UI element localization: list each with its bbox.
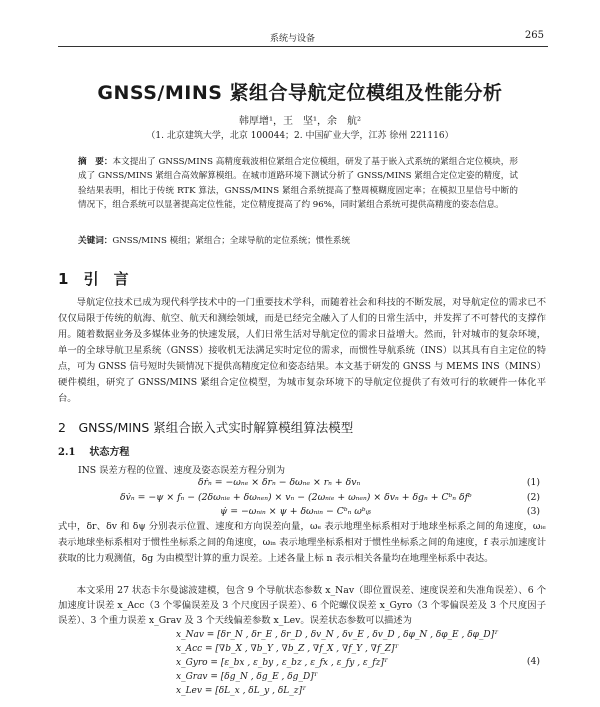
equation-1-number: (1) bbox=[526, 477, 540, 488]
running-header bbox=[58, 30, 548, 47]
abstract-text: 本文提出了 GNSS/MINS 高精度载波相位紧组合定位模组，研发了基于嵌入式系统的紧组合定位模块，形成了 GNSS/MINS 紧组合高效解算模组。在城市道路环境下测试分析了 GNSS/MINS 紧组合定位定姿的精度，试验结果表明，相比于传统 RTK 算法，GNSS/MINS 紧组合系统提高了整周模糊度固定率；在模拟卫星信号中断的情况下，组合系统可以显著提高定位性能，定位精度提高了约 96%，同时紧组合系统可提供高精度的姿态信息。 bbox=[78, 157, 518, 211]
state-vector-acc: x_Acc = [∇b_X , ∇b_Y , ∇b_Z , ∇f_X , ∇f_Y , ∇f_Z]ᵀ bbox=[176, 644, 399, 654]
affiliation: （1. 北京建筑大学，北京 100044；2. 中国矿业大学，江苏 徐州 221116） bbox=[146, 131, 454, 141]
author-list: 韩厚增¹，王 坚¹，余 航² bbox=[238, 116, 362, 127]
keywords bbox=[78, 234, 518, 246]
subsection-number: 2.1 bbox=[58, 447, 76, 458]
subsection-2-1-heading bbox=[58, 443, 129, 458]
abstract-label: 摘 要： bbox=[78, 157, 113, 167]
equation-3-expr: ψ̇ = −ωₙᵢₙ × ψ + δωₙᵢₙ − Cᵇₙ ωᵇᵢᵦ bbox=[220, 506, 371, 517]
section-2-heading: 2 GNSS/MINS 紧组合嵌入式实时解算模组算法模型 bbox=[58, 420, 354, 435]
subsection-title: 状态方程 bbox=[89, 447, 130, 458]
equation-2 bbox=[58, 492, 546, 506]
equation-explanation: 式中，δr、δv 和 δψ 分别表示位置、速度和方向误差向量，ωₑ 表示地理坐标系相对于地球坐标系之间的角速度，ωᵢₑ 表示地球坐标系相对于惯性坐标系之间的角速度，ωᵢₙ 表示地理坐标系相对于惯性坐标系之间的角速度，f 表示加速度计获取的比力观测值，δg 为由模型计算的重力误差。上述各量上标 n 表示相关各量均在地理坐标系中表达。 bbox=[58, 521, 546, 564]
state-vector-gyro: x_Gyro = [ε_bx , ε_by , ε_bz , ε_fx , ε_fy , ε_fz]ᵀ bbox=[176, 658, 388, 668]
section-1-title: 引 言 bbox=[83, 270, 129, 288]
keywords-text: GNSS/MINS 模组；紧组合；全球导航的定位系统；惯性系统 bbox=[112, 236, 351, 246]
equation-3 bbox=[58, 506, 546, 520]
state-model-paragraph: 本文采用 27 状态卡尔曼滤波建模，包含 9 个导航状态参数 x_Nav（即位置误差、速度误差和失准角误差）、6 个加速度计误差 x_Acc（3 个零偏误差及 3 个尺度因子误差）、6 个陀螺仪误差 x_Gyro（3 个零偏误差及 3 个尺度因子误差）、3 个重力误差 x_Grav 及 3 个天线偏差参数 x_Lev。误差状态参数可以描述为 bbox=[58, 585, 546, 626]
equation-4-number: (4) bbox=[526, 656, 540, 667]
state-vector-nav: x_Nav = [δr_N , δr_E , δr_D , δv_N , δv_E , δv_D , δφ_N , δφ_E , δφ_D]ᵀ bbox=[176, 630, 498, 640]
state-vector-lev: x_Lev = [δL_x , δL_y , δL_z]ᵀ bbox=[176, 686, 306, 696]
equation-intro: INS 误差方程的位置、速度及姿态误差方程分别为 bbox=[78, 465, 286, 476]
equation-3-number: (3) bbox=[526, 506, 540, 517]
keywords-label: 关键词： bbox=[78, 236, 113, 246]
section-1-paragraph: 导航定位技术已成为现代科学技术中的一门重要技术学科，而随着社会和科技的不断发展，对导航定位的需求已不仅仅局限于传统的航海、航空、航天和测绘领域，而是已经完全融入了人们的日常生活中，并发挥了不可替代的支撑作用。随着数据业务及多媒体业务的快速发展，人们日常生活对导航定位的需求日益增大。然而，针对城市的复杂环境，单一的全球导航卫星系统（GNSS）接收机无法满足实时定位的需求，而惯性导航系统（INS）以其具有自主定位的特点，可为 GNSS 信号短时失锁情况下提供高精度定位和姿态结果。本文基于研发的 GNSS 与 MEMS INS（MINS）硬件模组，研究了 GNSS/MINS 紧组合定位模型，为城市复杂环境下的导航定位提供了有效可行的软硬件一体化平台。 bbox=[58, 297, 546, 404]
page-number: 265 bbox=[524, 30, 544, 41]
equation-2-number: (2) bbox=[526, 492, 540, 503]
equation-1-expr: δṙₙ = −ωₙₑ × δrₙ − δωₙₑ × rₙ + δvₙ bbox=[198, 477, 361, 488]
equation-2-expr: δv̇ₙ = −ψ × fₙ − (2δωₙᵢₑ + δωₙₑₙ) × vₙ − (2ωₙᵢₑ + ωₙₑₙ) × δvₙ + δgₙ + Cᵇₙ δfᵇ bbox=[120, 492, 472, 503]
abstract bbox=[78, 155, 518, 213]
section-1-number: 1 bbox=[58, 270, 69, 288]
equation-1 bbox=[58, 477, 546, 491]
journal-name: 系统与设备 bbox=[270, 34, 316, 44]
section-1-heading bbox=[58, 268, 129, 289]
paper-title: GNSS/MINS 紧组合导航定位模组及性能分析 bbox=[97, 82, 503, 104]
state-vector-grav: x_Grav = [δg_N , δg_E , δg_D]ᵀ bbox=[176, 672, 318, 682]
